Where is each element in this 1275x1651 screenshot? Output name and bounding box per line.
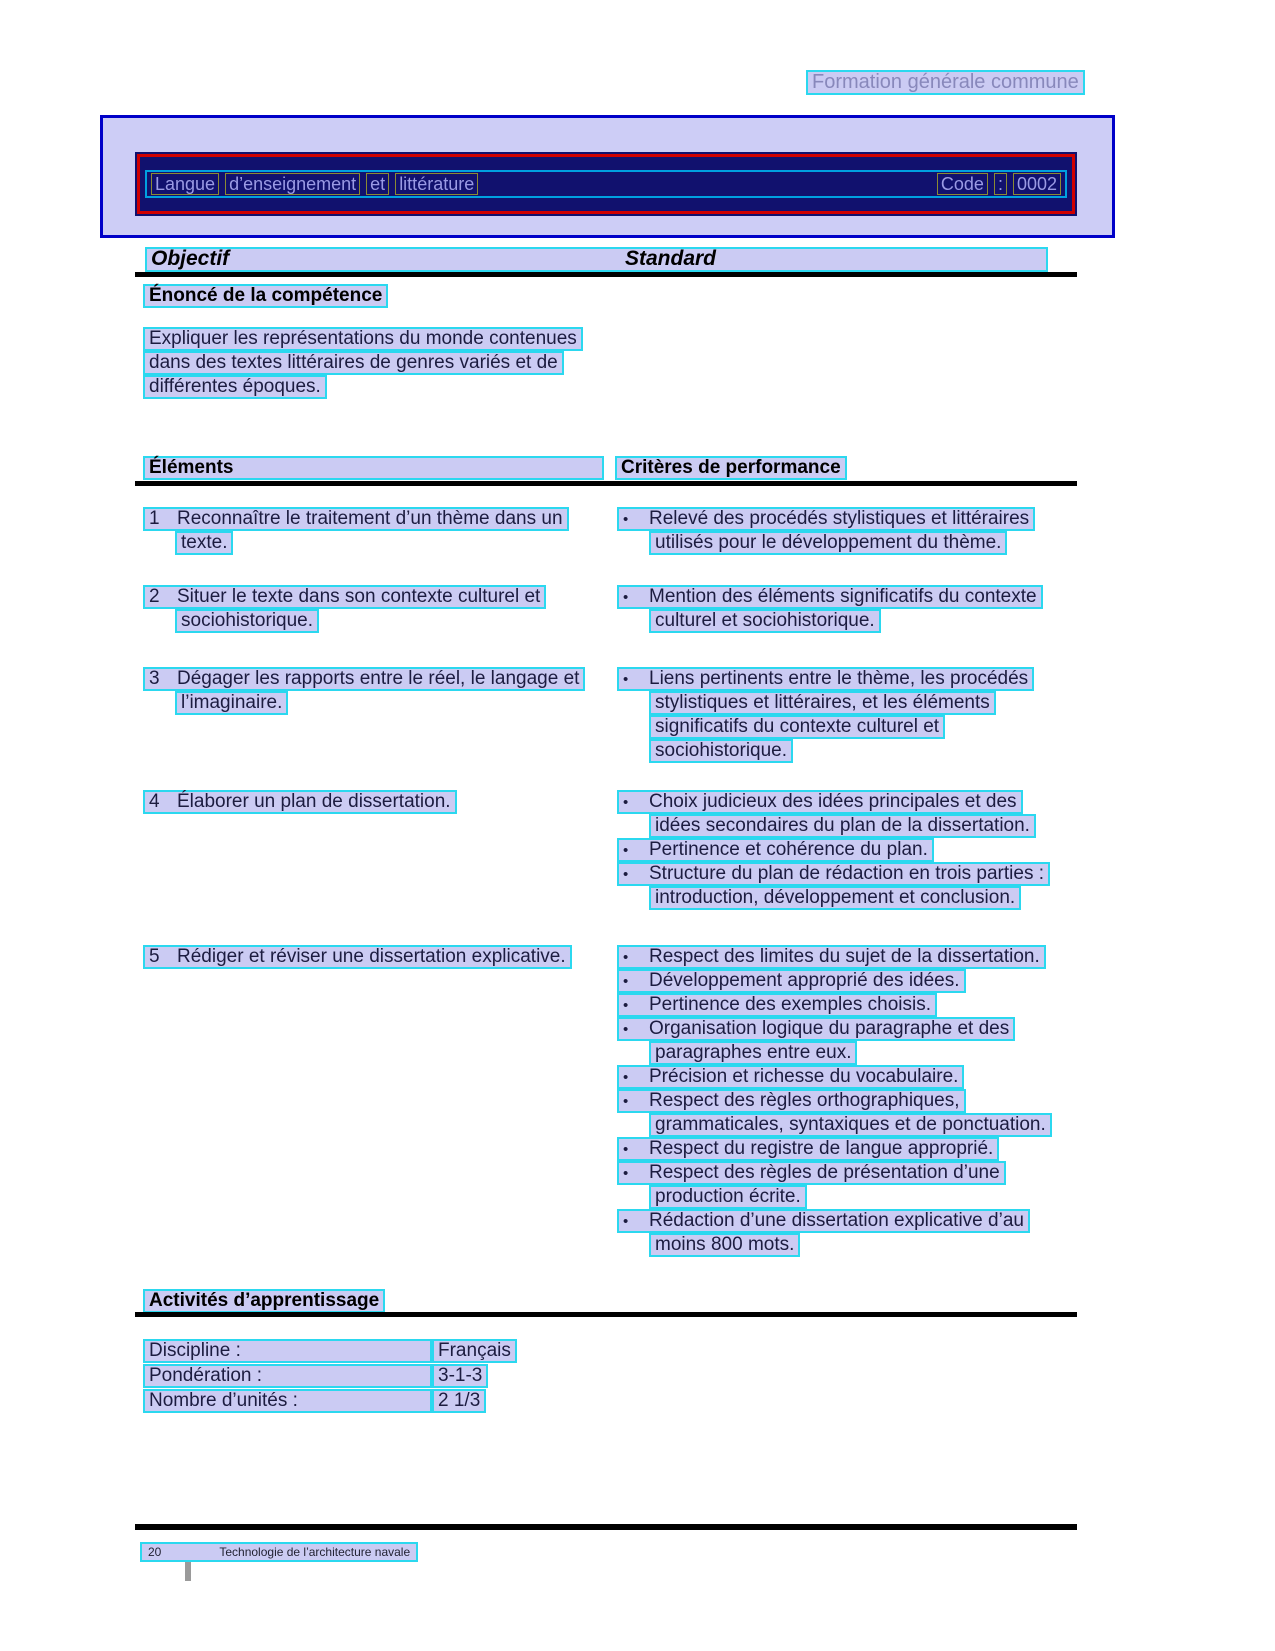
competence-statement: [143, 327, 583, 399]
element-cell: [143, 667, 617, 763]
bullet-icon: •: [623, 1069, 629, 1086]
bullet-icon: •: [623, 949, 629, 966]
element-cell: [143, 945, 617, 1257]
course-title-bar-frame: [137, 154, 1075, 214]
bullet-icon: •: [623, 794, 629, 811]
criterion-text: grammaticales, syntaxiques et de ponctuation.: [649, 1113, 1052, 1137]
criterion-text: Organisation logique du paragraphe et des: [649, 1018, 1010, 1039]
bullet-icon: •: [623, 842, 629, 859]
criterion-text: utilisés pour le développement du thème.: [649, 531, 1007, 555]
criterion-text: Respect des règles orthographiques,: [649, 1090, 960, 1111]
criteres-header: Critères de performance: [615, 456, 847, 480]
competence-line: différentes époques.: [143, 375, 327, 399]
activity-row: [143, 1364, 517, 1388]
item-text: Élaborer un plan de dissertation.: [177, 791, 451, 812]
objectif-header: Objectif: [151, 247, 230, 270]
course-code-value: 0002: [1013, 173, 1061, 195]
standard-header: Standard: [625, 247, 717, 270]
criterion-text: Respect des limites du sujet de la dissertation.: [649, 946, 1040, 967]
item-number: 3: [149, 668, 160, 689]
item-text: l’imaginaire.: [175, 691, 288, 715]
bullet-icon: •: [623, 1165, 629, 1182]
bullet-icon: •: [623, 997, 629, 1014]
criterion-text: Liens pertinents entre le thème, les procédés: [649, 668, 1029, 689]
bullet-icon: •: [623, 973, 629, 990]
item-text: Dégager les rapports entre le réel, le langage et: [177, 668, 580, 689]
criteria-cell: [617, 585, 1065, 633]
criterion-text: Mention des éléments significatifs du contexte: [649, 586, 1037, 607]
criterion-text: Rédaction d’une dissertation explicative d’au: [649, 1210, 1024, 1231]
item-text: Situer le texte dans son contexte culturel et: [177, 586, 541, 607]
criterion-text: stylistiques et littéraires, et les éléments: [649, 691, 996, 715]
column-headers: [145, 247, 1048, 272]
table-row: [143, 790, 1065, 910]
table-row: [143, 585, 1065, 633]
activity-label: Discipline :: [143, 1339, 432, 1363]
divider-rule: [135, 1312, 1077, 1317]
activity-row: [143, 1339, 517, 1363]
criterion-text: moins 800 mots.: [649, 1233, 800, 1257]
course-title-word: littérature: [395, 173, 478, 195]
competence-heading: Énoncé de la compétence: [143, 284, 388, 308]
course-title-word: et: [366, 173, 389, 195]
activity-label: Nombre d’unités :: [143, 1389, 432, 1413]
activity-label: Pondération :: [143, 1364, 432, 1388]
course-code: [937, 173, 1061, 195]
activity-value: 3-1-3: [432, 1364, 488, 1388]
bullet-icon: •: [623, 671, 629, 688]
table-row: [143, 507, 1065, 555]
item-number: 2: [149, 586, 160, 607]
competence-line: dans des textes littéraires de genres variés et de: [143, 351, 564, 375]
bullet-icon: •: [623, 589, 629, 606]
table-row: [143, 945, 1065, 1257]
program-name: Technologie de l’architecture navale: [219, 1545, 411, 1559]
item-number: 5: [149, 946, 160, 967]
criterion-text: idées secondaires du plan de la dissertation.: [649, 814, 1036, 838]
elements-header: Éléments: [143, 456, 604, 480]
activities-table: [143, 1339, 517, 1414]
criterion-text: Pertinence et cohérence du plan.: [649, 839, 928, 860]
bullet-icon: •: [623, 1213, 629, 1230]
item-text: texte.: [175, 531, 233, 555]
divider-rule: [135, 481, 1077, 486]
criterion-text: Pertinence des exemples choisis.: [649, 994, 931, 1015]
criterion-text: Choix judicieux des idées principales et des: [649, 791, 1017, 812]
element-cell: [143, 790, 617, 910]
course-title-bar: [135, 152, 1077, 216]
criterion-text: Relevé des procédés stylistiques et littéraires: [649, 508, 1030, 529]
criteria-cell: [617, 790, 1065, 910]
activity-value: 2 1/3: [432, 1389, 486, 1413]
cursor-artifact: [185, 1562, 191, 1581]
criterion-text: Respect des règles de présentation d’une: [649, 1162, 1000, 1183]
course-code-colon: :: [994, 173, 1007, 195]
divider-rule: [135, 272, 1077, 277]
criterion-text: Précision et richesse du vocabulaire.: [649, 1066, 959, 1087]
item-text: Rédiger et réviser une dissertation explicative.: [177, 946, 566, 967]
course-title-word: Langue: [151, 173, 219, 195]
course-title-word: d’enseignement: [225, 173, 360, 195]
item-number: 1: [149, 508, 160, 529]
activity-value: Français: [432, 1339, 517, 1363]
criterion-text: significatifs du contexte culturel et: [649, 715, 945, 739]
item-text: Reconnaître le traitement d’un thème dans un: [177, 508, 563, 529]
page-footer: [140, 1542, 418, 1562]
competence-line: Expliquer les représentations du monde contenues: [143, 327, 583, 351]
criteria-cell: [617, 507, 1065, 555]
bullet-icon: •: [623, 511, 629, 528]
bullet-icon: •: [623, 1021, 629, 1038]
criterion-text: paragraphes entre eux.: [649, 1041, 857, 1065]
criterion-text: Respect du registre de langue approprié.: [649, 1138, 994, 1159]
bullet-icon: •: [623, 866, 629, 883]
page-number: 20: [148, 1545, 162, 1559]
element-cell: [143, 507, 617, 555]
criterion-text: introduction, développement et conclusion.: [649, 886, 1021, 910]
footer-rule: [135, 1524, 1077, 1530]
criterion-text: Développement approprié des idées.: [649, 970, 960, 991]
criteria-cell: [617, 945, 1065, 1257]
bullet-icon: •: [623, 1093, 629, 1110]
course-title-strip: [145, 170, 1067, 198]
elements-table: [143, 507, 1065, 1257]
running-header: Formation générale commune: [806, 70, 1085, 95]
activities-heading: Activités d’apprentissage: [143, 1289, 385, 1313]
element-cell: [143, 585, 617, 633]
criteria-cell: [617, 667, 1065, 763]
criterion-text: Structure du plan de rédaction en trois parties :: [649, 863, 1045, 884]
bullet-icon: •: [623, 1141, 629, 1158]
criterion-text: culturel et sociohistorique.: [649, 609, 881, 633]
item-number: 4: [149, 791, 160, 812]
activity-row: [143, 1389, 517, 1413]
item-text: sociohistorique.: [175, 609, 319, 633]
criterion-text: sociohistorique.: [649, 739, 793, 763]
criterion-text: production écrite.: [649, 1185, 807, 1209]
table-row: [143, 667, 1065, 763]
course-title: [151, 173, 478, 195]
course-code-label: Code: [937, 173, 988, 195]
